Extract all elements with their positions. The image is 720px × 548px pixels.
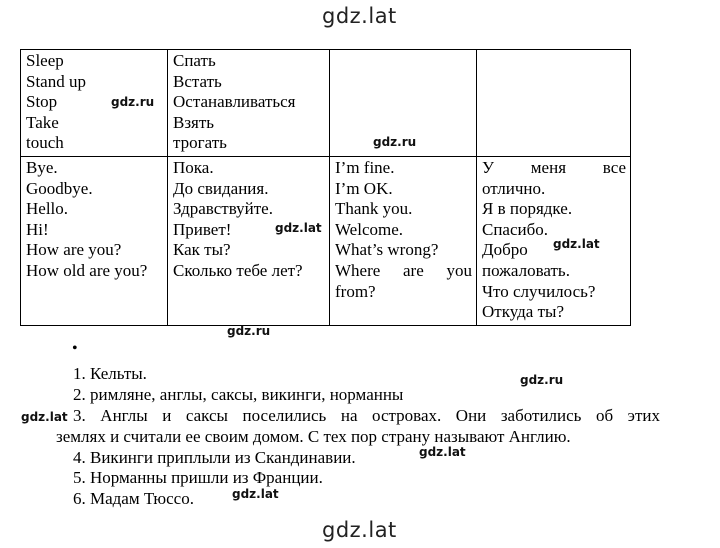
cell-line: отлично. (482, 178, 546, 198)
watermark: gdz.lat (232, 487, 279, 501)
cell-line: трогать (173, 133, 227, 153)
answer-item-3-line-1: 3. Англы и саксы поселились на островах. Они заботились об этих (73, 406, 660, 425)
table-cell (21, 156, 168, 325)
answer-item-6: 6. Мадам Тюссо. (73, 489, 194, 508)
cell-line: Stand up (26, 71, 86, 91)
cell-line: Goodbye. (26, 178, 93, 198)
cell-line: Я в порядке. (482, 199, 573, 219)
table-cell-empty (477, 50, 631, 157)
header-watermark: gdz.lat (322, 4, 397, 28)
cell-line: What’s wrong? (335, 240, 439, 260)
watermark: gdz.ru (227, 324, 271, 338)
cell-line: Stop (26, 92, 58, 112)
cell-line: I’m fine. (335, 157, 395, 177)
cell-line: Сколько тебе лет? (173, 260, 303, 280)
table-cell (168, 50, 330, 157)
watermark: gdz.lat (21, 410, 68, 424)
watermark: gdz.ru (373, 135, 417, 149)
cell-line: How old are you? (26, 260, 148, 280)
cell-line: Thank you. (335, 199, 413, 219)
footer-watermark: gdz.lat (322, 518, 397, 542)
answer-item-3-line-2: землях и считали ее своим домом. С тех пор страну называют Англию. (56, 427, 571, 446)
cell-line: Добро (482, 240, 528, 260)
cell-line: Sleep (26, 51, 64, 70)
vocabulary-table (20, 49, 631, 326)
cell-line: Откуда ты? (482, 302, 564, 322)
cell-line: Пока. (173, 157, 214, 177)
cell-line: Bye. (26, 157, 58, 177)
cell-line: Спать (173, 51, 216, 70)
cell-line: Здравствуйте. (173, 199, 273, 219)
watermark: gdz.lat (275, 221, 322, 235)
table-cell (168, 156, 330, 325)
cell-line: пожаловать. (482, 260, 570, 280)
cell-line: Взять (173, 112, 215, 132)
cell-line: До свидания. (173, 178, 269, 198)
cell-line: Как ты? (173, 240, 231, 260)
cell-line: How are you? (26, 240, 122, 260)
table-cell (330, 156, 477, 325)
watermark: gdz.ru (520, 373, 564, 387)
watermark: gdz.lat (553, 237, 600, 251)
cell-line: Привет! (173, 219, 232, 239)
cell-line: from? (335, 281, 376, 301)
watermark: gdz.lat (419, 445, 466, 459)
bullet-marker: • (72, 340, 78, 357)
cell-line: Останавливаться (173, 92, 296, 112)
cell-line: У меня все (482, 157, 626, 177)
cell-line: Что случилось? (482, 281, 596, 301)
table-row (21, 156, 631, 325)
watermark: gdz.ru (111, 95, 155, 109)
cell-line: Встать (173, 71, 222, 91)
cell-line: I’m OK. (335, 178, 393, 198)
cell-line: touch (26, 133, 64, 153)
cell-line: Hello. (26, 199, 69, 219)
cell-line: Спасибо. (482, 219, 549, 239)
cell-line: Welcome. (335, 219, 404, 239)
answer-item-1: 1. Кельты. (73, 364, 147, 383)
cell-line: Take (26, 112, 59, 132)
cell-line: Where are you (335, 260, 472, 280)
cell-line: Hi! (26, 219, 49, 239)
answer-item-2: 2. римляне, англы, саксы, викинги, норманны (73, 385, 404, 404)
answer-item-5: 5. Норманны пришли из Франции. (73, 468, 323, 487)
answer-item-4: 4. Викинги приплыли из Скандинавии. (73, 448, 356, 467)
